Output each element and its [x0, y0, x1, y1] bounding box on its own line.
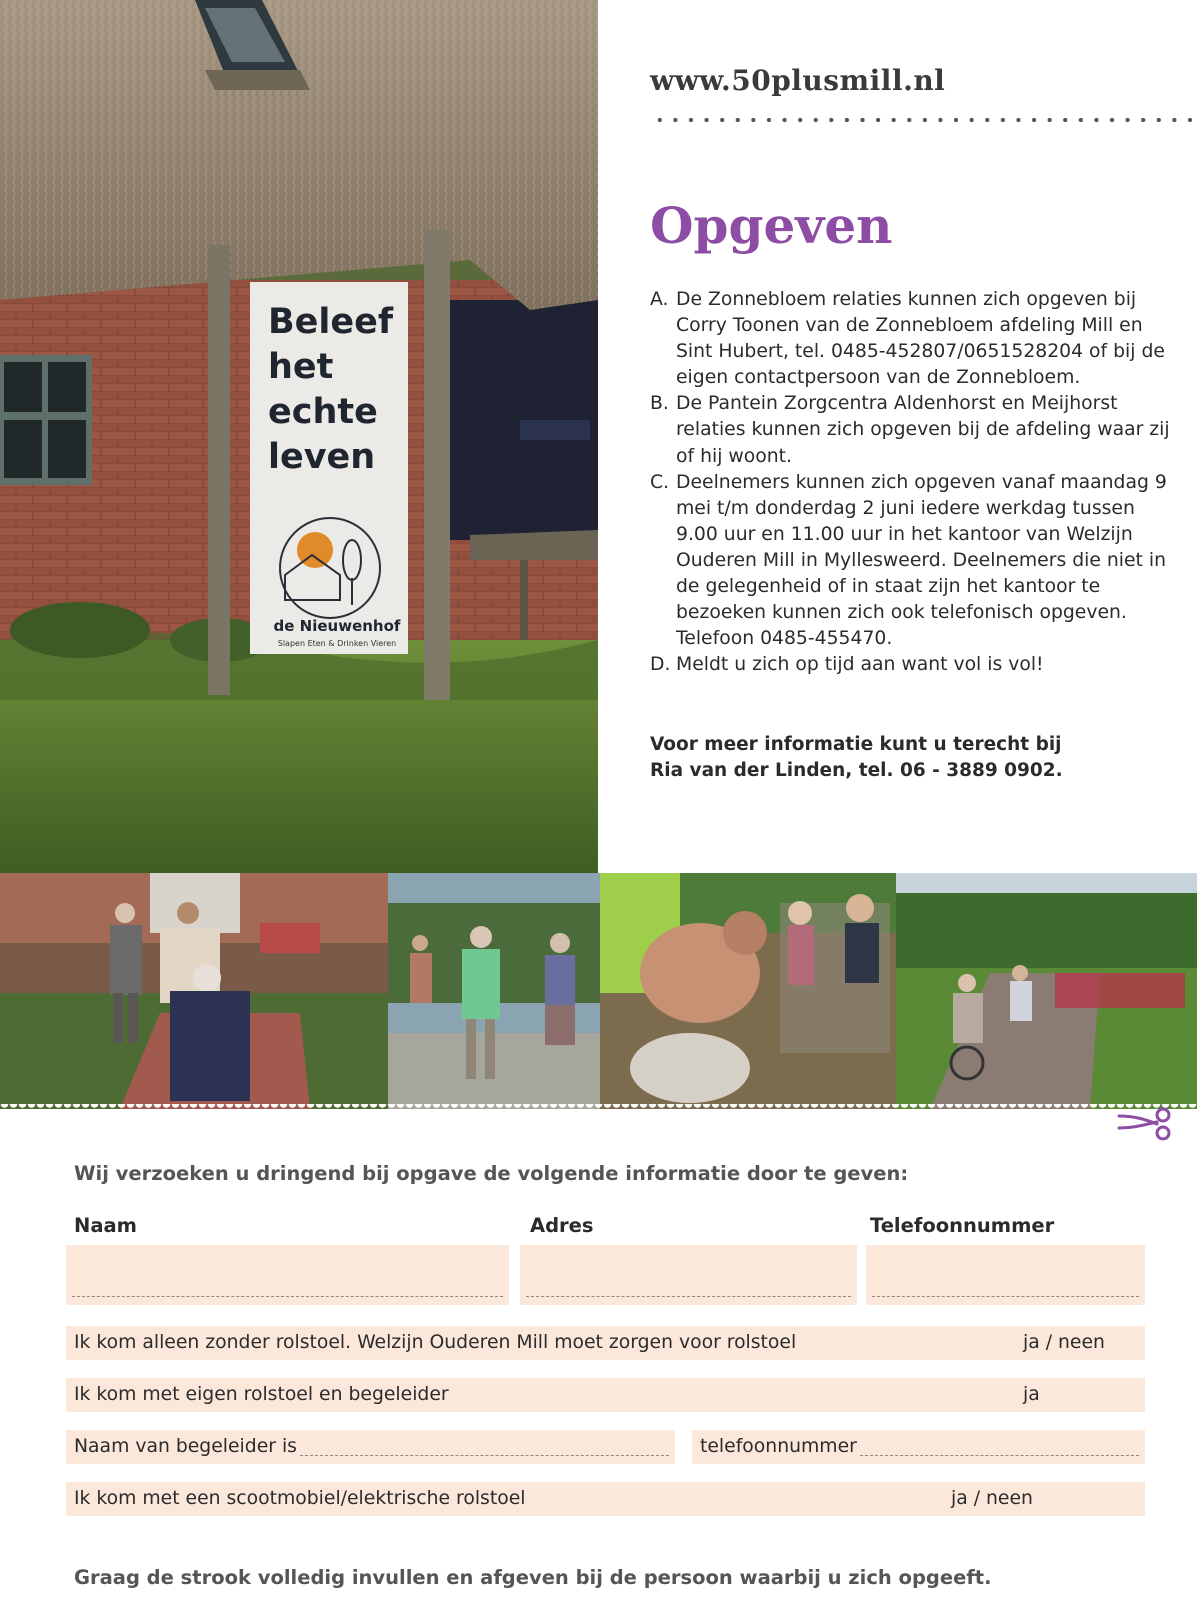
no-wheelchair-option[interactable]: ja / neen — [1023, 1332, 1105, 1353]
registration-steps — [650, 287, 1170, 678]
name-field[interactable] — [66, 1245, 509, 1305]
scissors-icon — [1117, 1106, 1173, 1144]
companion-phone-field[interactable] — [692, 1430, 1145, 1464]
photo-strip — [0, 873, 1197, 1109]
own-wheelchair-row[interactable]: Ik kom met eigen rolstoel en begeleider ja — [66, 1378, 1145, 1412]
phone-field[interactable] — [866, 1245, 1145, 1305]
farmhouse-photo — [0, 0, 598, 873]
footer-note: Graag de strook volledig invullen en afgeven bij de persoon waarbij u zich opgeeft. — [74, 1566, 992, 1589]
address-field[interactable] — [520, 1245, 857, 1305]
companion-name-line[interactable] — [300, 1430, 669, 1456]
perforation-line — [0, 1104, 1197, 1114]
own-wheelchair-option[interactable]: ja — [1023, 1384, 1040, 1405]
dotted-divider — [652, 117, 1197, 123]
companion-phone-label: telefoonnummer — [700, 1436, 857, 1457]
form-intro: Wij verzoeken u dringend bij opgave de volgende informatie door te geven: — [74, 1162, 909, 1185]
companion-name-label: Naam van begeleider is — [74, 1436, 297, 1457]
step-item: A. De Zonnebloem relaties kunnen zich opgeven bij Corry Toonen van de Zonnebloem afdeling Mill en Sint Hubert, tel. 0485-452807/0651528204 of bij de eigen contactpersoon van de Zonnebloem. — [650, 289, 1165, 389]
phone-label: Telefoonnummer — [870, 1214, 1055, 1237]
no-wheelchair-row[interactable]: Ik kom alleen zonder rolstoel. Welzijn Ouderen Mill moet zorgen voor rolstoel ja / neen — [66, 1326, 1145, 1360]
companion-name-field[interactable] — [66, 1430, 675, 1464]
banner-brand: de Nieuwenhof — [273, 617, 401, 635]
scootmobile-row[interactable]: Ik kom met een scootmobiel/elektrische rolstoel ja / neen — [66, 1482, 1145, 1516]
page-title: Opgeven — [650, 196, 893, 255]
contact-info: Voor meer informatie kunt u terecht bij Ria van der Linden, tel. 06 - 3889 0902. — [650, 734, 1063, 781]
banner-slogan: Beleef het echte leven — [268, 302, 394, 477]
companion-phone-line[interactable] — [860, 1430, 1139, 1456]
website-url[interactable]: www.50plusmill.nl — [650, 64, 946, 97]
step-item: B. De Pantein Zorgcentra Aldenhorst en Meijhorst relaties kunnen zich opgeven bij de afdeling waar zij of hij woont. — [650, 393, 1170, 467]
address-label: Adres — [530, 1214, 594, 1237]
scootmobile-option[interactable]: ja / neen — [951, 1488, 1033, 1509]
step-item: D. Meldt u zich op tijd aan want vol is vol! — [650, 654, 1044, 676]
step-item: C. Deelnemers kunnen zich opgeven vanaf maandag 9 mei t/m donderdag 2 juni iedere werkdag tussen 9.00 uur en 11.00 uur in het kantoor van Welzijn Ouderen Mill in Myllesweerd. Deelnemers die niet in de gelegenheid of in staat zijn het kantoor te bezoeken kunnen zich ook telefonisch opgeven. Telefoon 0485-455470. — [650, 471, 1167, 650]
banner-tagline: Slapen Eten & Drinken Vieren — [277, 639, 397, 648]
name-label: Naam — [74, 1214, 137, 1237]
